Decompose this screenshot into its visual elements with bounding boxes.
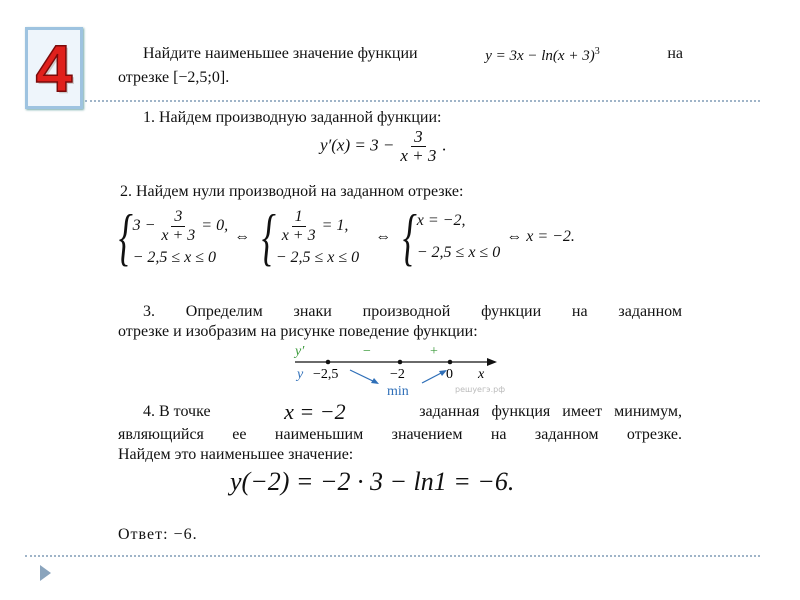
- equivalence-sign: ⇔: [375, 228, 392, 245]
- numerator: 1: [292, 208, 306, 227]
- numerator: 3: [411, 128, 426, 147]
- sign-plus: +: [430, 344, 438, 359]
- denominator: x + 3: [281, 226, 316, 244]
- period: .: [442, 135, 447, 155]
- derivative-formula: [320, 128, 447, 165]
- point-label: −2: [390, 367, 405, 382]
- system-2-row-2: − 2,5 ≤ x ≤ 0: [275, 248, 360, 266]
- problem-text-end: на: [667, 45, 683, 62]
- sign-minus: −: [363, 344, 371, 359]
- point-label: −2,5: [313, 367, 339, 382]
- problem-line-2: отрезке [−2,5;0].: [118, 69, 230, 86]
- min-label: min: [387, 384, 409, 398]
- step3-line-2: отрезке и изобразим на рисунке поведение функции:: [118, 323, 478, 340]
- problem-function: [485, 42, 600, 66]
- step4-pre: 4. В точке: [143, 403, 211, 420]
- divider-bottom: [25, 555, 760, 557]
- problem-text: Найдите наименьшее значение функции: [143, 45, 418, 62]
- step4-line-1-end: заданная функция имеет минимум,: [419, 403, 682, 420]
- step4-line-1: [118, 399, 682, 424]
- step1-heading: 1. Найдем производную заданной функции:: [143, 109, 442, 126]
- equivalence-sign: ⇔: [234, 228, 251, 245]
- step4-point: x = −2: [284, 399, 346, 424]
- system-1-row-1: [133, 208, 229, 245]
- answer: Ответ: −6.: [118, 526, 198, 543]
- function-expr: y = 3x − ln(x + 3): [485, 48, 595, 64]
- numerator: 3: [171, 208, 185, 227]
- brace-icon: {: [402, 201, 417, 272]
- point-mark: [326, 360, 331, 365]
- slide-number: 4: [35, 31, 73, 105]
- system-2: [256, 201, 360, 272]
- term: 3 −: [132, 216, 156, 234]
- step2-heading: 2. Найдем нули производной на заданном отрезке:: [120, 183, 464, 200]
- derivative-lhs: y′(x) = 3 −: [320, 135, 395, 155]
- system-3: [397, 201, 501, 272]
- step2-result: ⇔ x = −2.: [506, 228, 575, 245]
- axis-arrow-icon: [487, 358, 497, 366]
- denominator: x + 3: [400, 146, 437, 165]
- final-formula: y(−2) = −2 · 3 − ln1 = −6.: [230, 467, 515, 496]
- step4-line-3: Найдем это наименьшее значение:: [118, 446, 354, 463]
- problem-line-1: [143, 42, 683, 66]
- term: = 0,: [201, 216, 229, 234]
- slide-number-badge: [25, 27, 83, 109]
- system-3-row-1: x = −2,: [416, 212, 466, 229]
- system-1-row-2: − 2,5 ≤ x ≤ 0: [132, 248, 217, 266]
- point-label: 0: [446, 367, 453, 382]
- y-label: y: [297, 367, 304, 382]
- fraction: [279, 208, 319, 245]
- point-mark: [448, 360, 453, 365]
- equation-systems: [113, 201, 575, 272]
- brace-icon: {: [118, 201, 133, 272]
- denominator: x + 3: [161, 226, 196, 244]
- arrow-head-icon: [371, 378, 379, 384]
- system-2-row-1: [276, 208, 359, 245]
- divider-top: [85, 100, 760, 102]
- system-1: [113, 201, 229, 272]
- fraction: [397, 128, 439, 165]
- bullet-triangle-icon: [40, 565, 51, 581]
- point-mark: [398, 360, 403, 365]
- step3-line-1: 3. Определим знаки производной функции на заданном: [143, 303, 682, 320]
- x-label: x: [478, 367, 485, 382]
- sign-chart: [285, 338, 525, 398]
- fraction: [158, 208, 198, 245]
- watermark: решуегэ.рф: [455, 385, 506, 394]
- system-3-row-2: − 2,5 ≤ x ≤ 0: [416, 244, 501, 261]
- step4-line-2: являющийся ее наименьшим значением на заданном отрезке.: [118, 426, 682, 443]
- y-prime-label: y′: [295, 344, 305, 359]
- brace-icon: {: [261, 201, 276, 272]
- term: = 1,: [321, 216, 349, 234]
- function-exponent: 3: [594, 46, 600, 57]
